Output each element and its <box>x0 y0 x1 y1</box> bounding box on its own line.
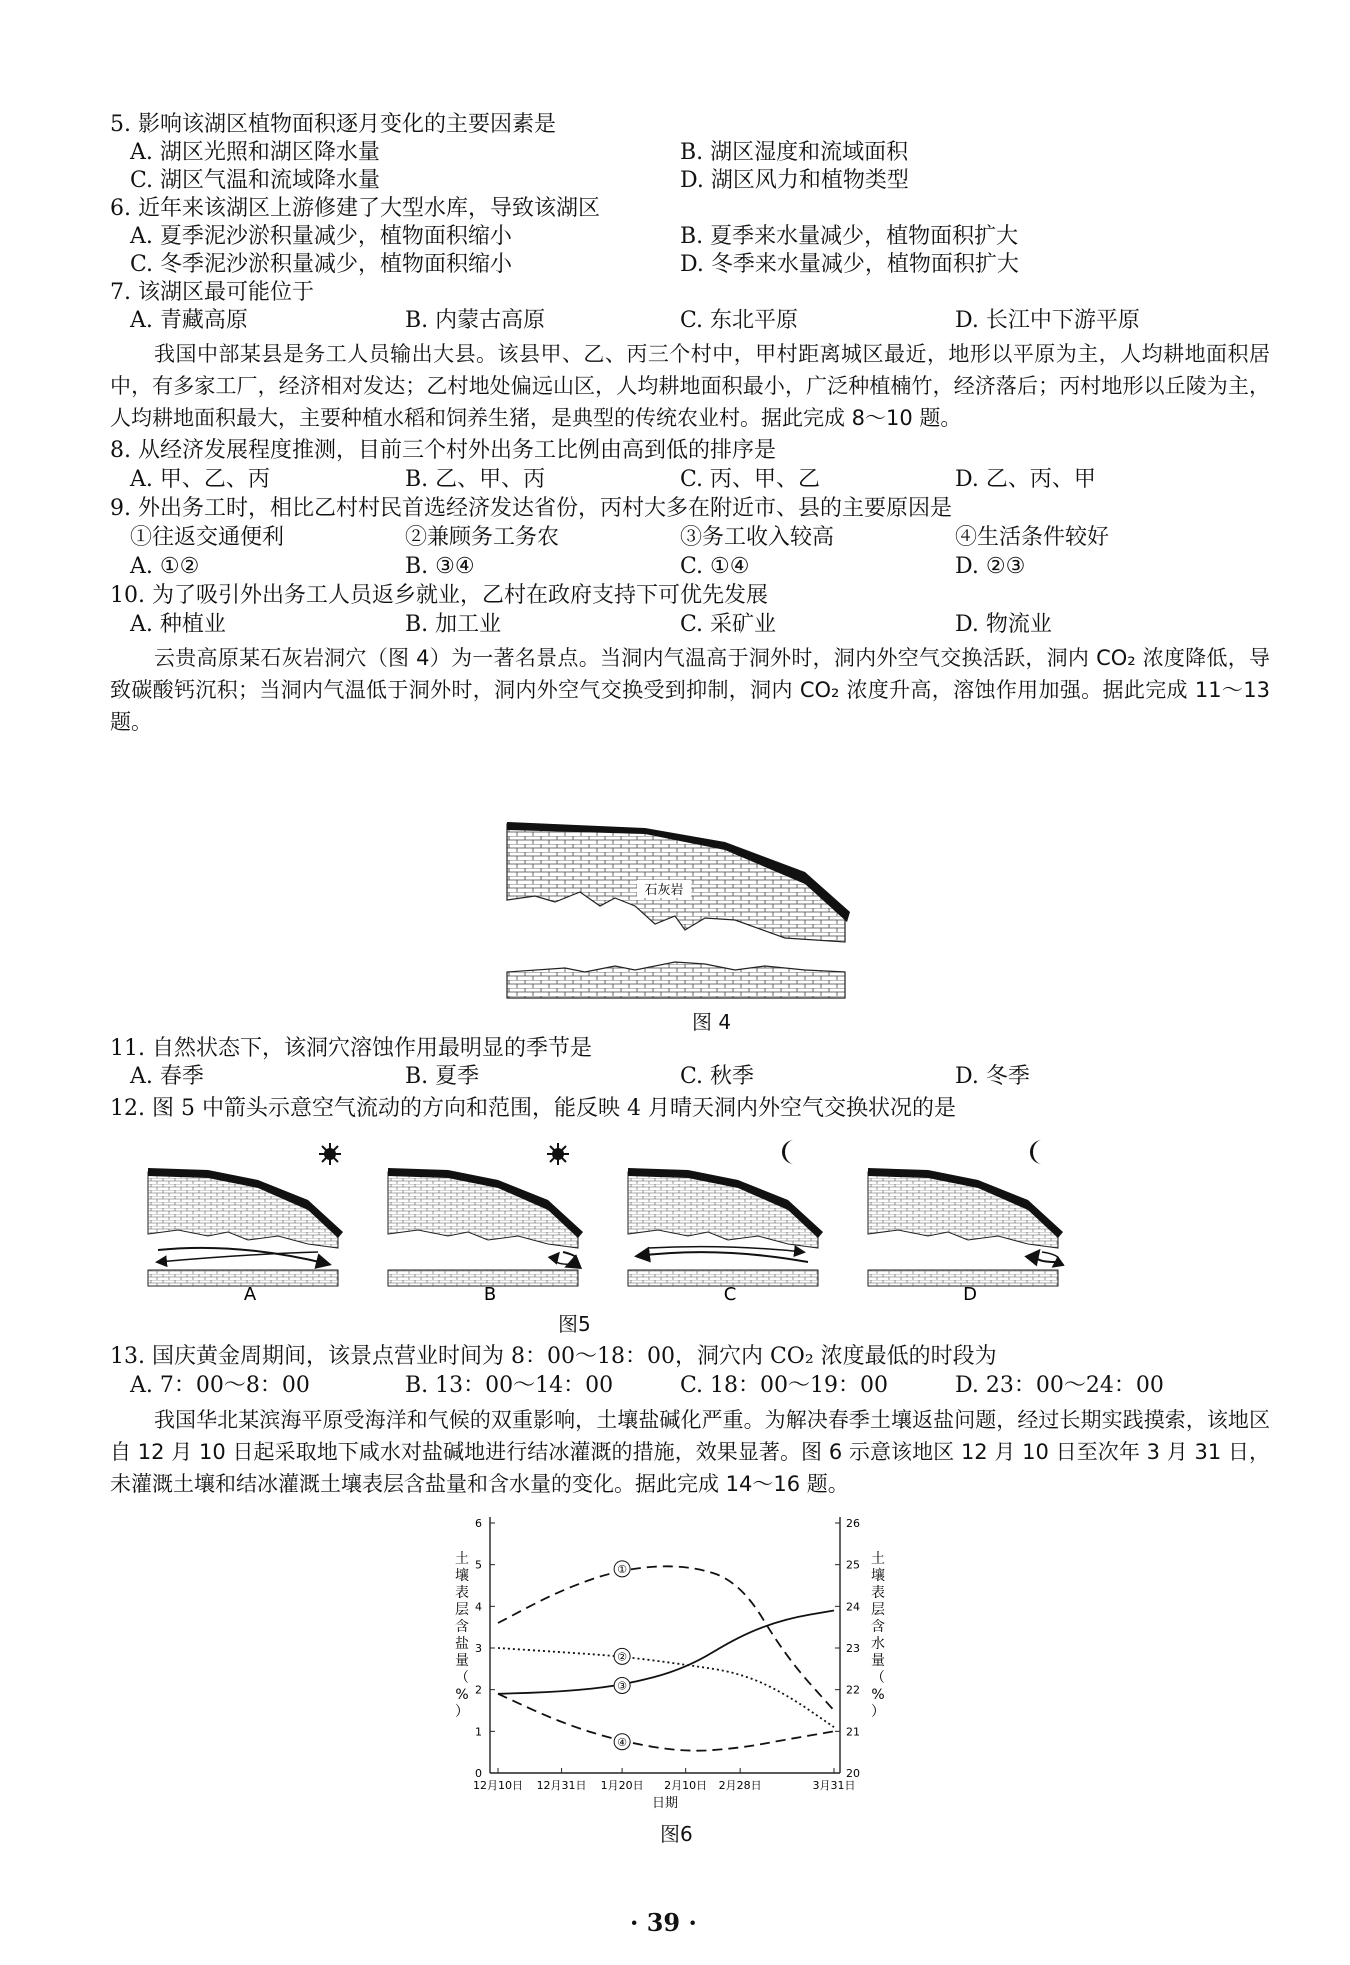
page-number: · 39 · <box>630 1908 697 1937</box>
question-7-option-a: A. 青藏高原 <box>130 308 248 333</box>
question-9-option-d: D. ②③ <box>955 554 1026 579</box>
figure-5-label-d: D <box>963 1284 977 1305</box>
left-tick-label: 3 <box>475 1642 482 1655</box>
sun-icon <box>319 1143 341 1165</box>
svg-text:）: ） <box>455 1704 469 1720</box>
figure-5-caption: 图5 <box>558 1312 591 1336</box>
svg-text:表: 表 <box>455 1585 469 1601</box>
figure-5-panel-a <box>148 1168 343 1286</box>
x-tick-label: 1月20日 <box>600 1779 644 1792</box>
svg-text:层: 层 <box>455 1602 469 1618</box>
x-axis-title: 日期 <box>651 1796 679 1811</box>
svg-text:表: 表 <box>871 1585 885 1601</box>
right-tick-label: 20 <box>846 1767 860 1780</box>
question-11-option-c: C. 秋季 <box>680 1064 755 1089</box>
series-label-1: ① <box>617 1562 628 1576</box>
left-tick-label: 5 <box>475 1558 482 1572</box>
question-6-option-d: D. 冬季来水量减少，植物面积扩大 <box>680 252 1019 277</box>
question-10-option-c: C. 采矿业 <box>680 612 777 637</box>
x-tick-label: 12月31日 <box>536 1779 587 1792</box>
right-axis-title <box>871 1550 885 1720</box>
question-9-statement-2: ②兼顾务工务农 <box>405 525 560 550</box>
svg-text:壤: 壤 <box>871 1568 885 1584</box>
left-tick-label: 0 <box>475 1767 482 1780</box>
left-tick-label: 4 <box>475 1600 482 1614</box>
question-13-option-a: A. 7：00～8：00 <box>130 1373 310 1398</box>
series-label-4: ④ <box>617 1735 628 1749</box>
svg-text:土: 土 <box>871 1551 885 1567</box>
question-10-option-a: A. 种植业 <box>130 612 226 637</box>
question-10-option-b: B. 加工业 <box>405 612 502 637</box>
right-tick-label: 22 <box>846 1683 860 1697</box>
figure-5-panels <box>130 1130 1200 1305</box>
series-label-2: ② <box>617 1650 628 1664</box>
svg-text:含: 含 <box>871 1619 885 1635</box>
question-5-option-d: D. 湖区风力和植物类型 <box>680 168 909 193</box>
question-13-option-c: C. 18：00～19：00 <box>680 1373 889 1398</box>
series-line-4 <box>498 1694 834 1751</box>
question-6-option-a: A. 夏季泥沙淤积量减少，植物面积缩小 <box>130 224 512 249</box>
figure-5-label-b: B <box>483 1284 497 1305</box>
question-8-option-b: B. 乙、甲、丙 <box>405 467 546 492</box>
svg-text:%: % <box>455 1687 469 1703</box>
moon-icon <box>1030 1140 1042 1164</box>
question-8-option-d: D. 乙、丙、甲 <box>955 467 1096 492</box>
question-11-stem: 11. 自然状态下，该洞穴溶蚀作用最明显的季节是 <box>110 1036 592 1061</box>
question-9-option-b: B. ③④ <box>405 554 475 579</box>
series-line-1 <box>498 1566 834 1710</box>
series-label-3: ③ <box>617 1679 628 1693</box>
question-10-stem: 10. 为了吸引外出务工人员返乡就业，乙村在政府支持下可优先发展 <box>110 583 768 608</box>
question-5-stem: 5. 影响该湖区植物面积逐月变化的主要因素是 <box>110 112 556 137</box>
question-5-option-b: B. 湖区湿度和流域面积 <box>680 140 909 165</box>
question-8-option-c: C. 丙、甲、乙 <box>680 467 821 492</box>
question-7-stem: 7. 该湖区最可能位于 <box>110 280 314 305</box>
right-tick-label: 23 <box>846 1642 860 1655</box>
figure-5-panel-c <box>628 1168 823 1286</box>
svg-text:（: （ <box>871 1670 885 1686</box>
question-5-option-c: C. 湖区气温和流域降水量 <box>130 168 381 193</box>
x-tick-label: 3月31日 <box>812 1779 856 1792</box>
question-12-stem: 12. 图 5 中箭头示意空气流动的方向和范围，能反映 4 月晴天洞内外空气交换状况的是 <box>110 1096 956 1121</box>
figure-5-panel-b <box>388 1168 583 1286</box>
series-line-2 <box>498 1648 834 1727</box>
right-tick-label: 21 <box>846 1725 860 1739</box>
question-9-option-c: C. ①④ <box>680 554 750 579</box>
question-11-option-d: D. 冬季 <box>955 1064 1030 1089</box>
figure-4-caption: 图 4 <box>692 1010 732 1034</box>
figure-5-panel-d <box>868 1168 1063 1286</box>
figure-6-caption: 图6 <box>660 1822 693 1846</box>
right-tick-label: 25 <box>846 1558 860 1572</box>
question-8-option-a: A. 甲、乙、丙 <box>130 467 270 492</box>
left-tick-label: 1 <box>475 1725 482 1739</box>
svg-text:盐: 盐 <box>455 1636 469 1652</box>
question-9-statement-4: ④生活条件较好 <box>955 525 1110 550</box>
question-10-option-d: D. 物流业 <box>955 612 1052 637</box>
question-13-stem: 13. 国庆黄金周期间，该景点营业时间为 8：00～18：00，洞穴内 CO₂ 浓度最低的时段为 <box>110 1344 997 1369</box>
question-9-option-a: A. ①② <box>130 554 200 579</box>
left-tick-label: 2 <box>475 1683 482 1697</box>
figure-4-cave-diagram <box>505 820 850 1000</box>
x-tick-label: 2月28日 <box>718 1779 762 1792</box>
question-11-option-a: A. 春季 <box>130 1064 204 1089</box>
question-6-option-c: C. 冬季泥沙淤积量减少，植物面积缩小 <box>130 252 513 277</box>
passage-11-13: 云贵高原某石灰岩洞穴（图 4）为一著名景点。当洞内气温高于洞外时，洞内外空气交换活跃，洞内 CO₂ 浓度降低，导致碳酸钙沉积；当洞内气温低于洞外时，洞内外空气交换受到抑制，洞内 CO₂ 浓度升高，溶蚀作用加强。据此完成 11～13 题。 <box>110 646 1270 734</box>
question-7-option-d: D. 长江中下游平原 <box>955 308 1140 333</box>
svg-text:量: 量 <box>455 1653 469 1669</box>
right-tick-label: 26 <box>846 1517 860 1530</box>
figure-5-label-c: C <box>723 1284 737 1305</box>
sun-icon <box>547 1143 569 1165</box>
svg-text:水: 水 <box>871 1636 885 1652</box>
figure-4-rock-label: 石灰岩 <box>644 883 684 898</box>
moon-icon <box>782 1140 794 1164</box>
svg-text:%: % <box>871 1687 885 1703</box>
question-7-option-c: C. 东北平原 <box>680 308 799 333</box>
question-9-statement-3: ③务工收入较高 <box>680 525 835 550</box>
svg-text:层: 层 <box>871 1602 885 1618</box>
question-6-stem: 6. 近年来该湖区上游修建了大型水库，导致该湖区 <box>110 196 600 221</box>
question-11-option-b: B. 夏季 <box>405 1064 480 1089</box>
svg-text:土: 土 <box>455 1551 469 1567</box>
x-tick-label: 12月10日 <box>473 1779 523 1792</box>
question-13-option-d: D. 23：00～24：00 <box>955 1373 1164 1398</box>
right-tick-label: 24 <box>846 1600 860 1614</box>
svg-text:（: （ <box>455 1670 469 1686</box>
passage-8-10: 我国中部某县是务工人员输出大县。该县甲、乙、丙三个村中，甲村距离城区最近，地形以平原为主，人均耕地面积居中，有多家工厂，经济相对发达；乙村地处偏远山区，人均耕地面积最小，广泛种植楠竹，经济落后；丙村地形以丘陵为主，人均耕地面积最大，主要种植水稻和饲养生猪，是典型的传统农业村。据此完成 8～10 题。 <box>110 342 1270 430</box>
left-axis-title <box>455 1550 469 1720</box>
x-tick-label: 2月10日 <box>664 1779 708 1792</box>
figure-5-label-a: A <box>243 1284 257 1305</box>
svg-text:含: 含 <box>455 1619 469 1635</box>
passage-14-16: 我国华北某滨海平原受海洋和气候的双重影响，土壤盐碱化严重。为解决春季土壤返盐问题，经过长期实践摸索，该地区自 12 月 10 日起采取地下咸水对盐碱地进行结冰灌溉的措施，效果显著。图 6 示意该地区 12 月 10 日至次年 3 月 31 日，未灌溉土壤和结冰灌溉土壤表层含盐量和含水量的变化。据此完成 14～16 题。 <box>110 1408 1270 1496</box>
svg-text:壤: 壤 <box>455 1568 469 1584</box>
question-5-option-a: A. 湖区光照和湖区降水量 <box>130 140 380 165</box>
left-tick-label: 6 <box>475 1517 482 1530</box>
figure-6-chart <box>440 1505 920 1815</box>
svg-text:）: ） <box>871 1704 885 1720</box>
question-9-statement-1: ①往返交通便利 <box>130 525 285 550</box>
question-6-option-b: B. 夏季来水量减少，植物面积扩大 <box>680 224 1019 249</box>
question-8-stem: 8. 从经济发展程度推测，目前三个村外出务工比例由高到低的排序是 <box>110 438 776 463</box>
question-13-option-b: B. 13：00～14：00 <box>405 1373 614 1398</box>
question-7-option-b: B. 内蒙古高原 <box>405 308 546 333</box>
question-9-stem: 9. 外出务工时，相比乙村村民首选经济发达省份，丙村大多在附近市、县的主要原因是 <box>110 496 952 521</box>
svg-text:量: 量 <box>871 1653 885 1669</box>
